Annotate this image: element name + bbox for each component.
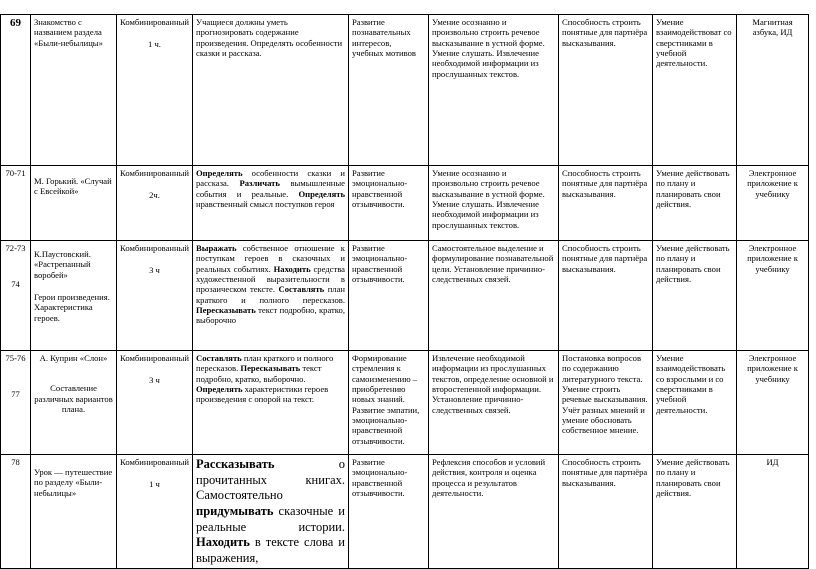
table-row [1, 351, 809, 455]
lesson-hours: 3 ч [149, 375, 160, 386]
regulative-outcomes: Умение взаимодействоват со сверстниками в учебной деятельности. [653, 15, 737, 166]
regulative-outcomes: Умение действовать по плану и планировать свои действия. [653, 241, 737, 351]
student-activity [193, 241, 349, 351]
resources: Электронное приложение к учебнику [737, 351, 809, 455]
activity-verb: Находить [273, 263, 311, 274]
resources: Магнитная азбука, ИД [737, 15, 809, 166]
personal-outcomes: Развитие эмоционально-нравственной отзывчивости. [349, 166, 429, 241]
communicative-outcomes: Способность строить понятные для партнёра высказывания. [559, 15, 653, 166]
activity-verb: Составлять [278, 284, 325, 295]
activity-verb: Определять [298, 188, 345, 199]
cognitive-outcomes: Самостоятельное выделение и формулирование познавательной цели. Установление причинно-следственных связей. [429, 241, 559, 351]
lesson-topic: М. Горький. «Случай с Евсейкой» [31, 166, 117, 241]
lesson-type: Комбинированный 3 ч [117, 241, 193, 351]
student-activity [193, 166, 349, 241]
lesson-topic: А. Куприн «Слон» Составление различных вариантов плана. [31, 351, 117, 455]
resources: Электронное приложение к учебнику [737, 166, 809, 241]
lesson-hours: 2ч. [149, 190, 160, 201]
resources: Электронное приложение к учебнику [737, 241, 809, 351]
cognitive-outcomes: Умение осознанно и произвольно строить речевое высказывание в устной форме. Умение слушать. Извлечение необходимой информации из прослушанных текстов. [429, 15, 559, 166]
table-row [1, 166, 809, 241]
activity-text: о прочитанных книгах. Самостоятельно [196, 457, 345, 503]
lesson-hours: 3 ч [149, 265, 160, 276]
activity-text: характеристики героев произведения с опорой на текст. [196, 383, 329, 405]
lesson-hours: 1 ч [149, 479, 160, 490]
lesson-number: 75-76 77 [1, 351, 31, 455]
personal-outcomes: Формирование стремления к самоизменению – приобретению новых знаний. Развитие эмпатии, эмоционально-нравственной отзывчивости. [349, 351, 429, 455]
activity-text: план краткого и полного пересказов. [196, 353, 334, 374]
activity-text: собственное отношение к поступкам героев в сказочных и реальных событиях. [196, 243, 345, 274]
cognitive-outcomes: Рефлексия способов и условий действия, контроля и оценка процесса и результатов деятельности. [429, 455, 559, 569]
communicative-outcomes: Способность строить понятные для партнёра высказывания. [559, 166, 653, 241]
cognitive-outcomes: Умение осознанно и произвольно строить речевое высказывание в устной форме. Умение слушать. Извлечение необходимой информации из прослушанных текстов. [429, 166, 559, 241]
table-row [1, 455, 809, 569]
lesson-hours: 1 ч. [148, 39, 161, 50]
lesson-type: Комбинированный 3 ч [117, 351, 193, 455]
lesson-topic: Знакомство с названием раздела «Были-небылицы» [31, 15, 117, 166]
personal-outcomes: Развитие эмоционально-нравственной отзывчивости. [349, 241, 429, 351]
student-activity [193, 455, 349, 569]
activity-verb: Составлять [196, 353, 242, 363]
student-activity: Учащиеся должны уметь прогнозировать содержание произведения. Определять особенности сказки и рассказа. [193, 15, 349, 166]
lesson-topic-secondary: Герои произведения. Характеристика героев. [34, 291, 110, 323]
activity-text: текст подробно, кратко, выборочно. [196, 363, 322, 384]
activity-verb: Пересказывать [196, 304, 256, 315]
table-row [1, 241, 809, 351]
activity-text: в тексте слова и выражения, [196, 535, 345, 565]
lesson-plan-table [0, 14, 809, 569]
lesson-number: 70-71 [1, 166, 31, 241]
lesson-type: Комбинированный 1 ч [117, 455, 193, 569]
activity-verb: придумывать [196, 503, 274, 518]
lesson-topic: Урок — путешествие по разделу «Были-небылицы» [31, 455, 117, 569]
lesson-number: 69 [1, 15, 31, 166]
personal-outcomes: Развитие эмоционально-нравственной отзывчивости. [349, 455, 429, 569]
activity-text: текст подробно, кратко, выборочно [196, 304, 345, 326]
communicative-outcomes: Способность строить понятные для партнёра высказывания. [559, 455, 653, 569]
communicative-outcomes: Постановка вопросов по содержанию литературного текста. Умение строить речевые высказывания. Учёт разных мнений и умение обосновать собственное мнение. [559, 351, 653, 455]
communicative-outcomes: Способность строить понятные для партнёра высказывания. [559, 241, 653, 351]
activity-text: средства художественной выразительности в прозаическом тексте. [196, 263, 345, 295]
table-row [1, 15, 809, 166]
activity-text: вымышленные события и реальные. [196, 178, 345, 199]
activity-text: нравственный смысл поступков героя [196, 198, 335, 209]
activity-verb: Определять [196, 168, 243, 178]
lesson-number: 78 [1, 455, 31, 569]
regulative-outcomes: Умение действовать по плану и планировать свои действия. [653, 166, 737, 241]
activity-text: план краткого и полного пересказов. [196, 284, 345, 305]
resources: ИД [737, 455, 809, 569]
activity-verb: Определять [196, 383, 243, 394]
student-activity [193, 351, 349, 455]
regulative-outcomes: Умение взаимодействовать со взрослыми и со сверстниками в учебной деятельности. [653, 351, 737, 455]
activity-verb: Рассказывать [196, 457, 275, 471]
cognitive-outcomes: Извлечение необходимой информации из прослушанных текстов, определение основной и второстепенной информации. Установление причинно-следственных связей. [429, 351, 559, 455]
activity-verb: Пересказывать [240, 363, 301, 374]
lesson-number-secondary: 74 [11, 279, 20, 290]
activity-verb: Находить [196, 535, 250, 550]
lesson-number-secondary: 77 [11, 389, 20, 400]
activity-verb: Выражать [196, 243, 237, 253]
activity-text: особенности сказки и рассказа. [196, 168, 345, 189]
personal-outcomes: Развитие познавательных интересов, учебных мотивов [349, 15, 429, 166]
regulative-outcomes: Умение действовать по плану и планировать свои действия. [653, 455, 737, 569]
lesson-type: Комбинированный 2ч. [117, 166, 193, 241]
lesson-topic-secondary: Составление различных вариантов плана. [34, 383, 113, 414]
activity-verb: Различать [239, 178, 280, 189]
lesson-topic: К.Паустовский. «Растрепанный воробей» Герои произведения. Характеристика героев. [31, 241, 117, 351]
lesson-number: 72-73 74 [1, 241, 31, 351]
activity-text: сказочные и реальные истории. [196, 503, 345, 534]
lesson-type: Комбинированный 1 ч. [117, 15, 193, 166]
